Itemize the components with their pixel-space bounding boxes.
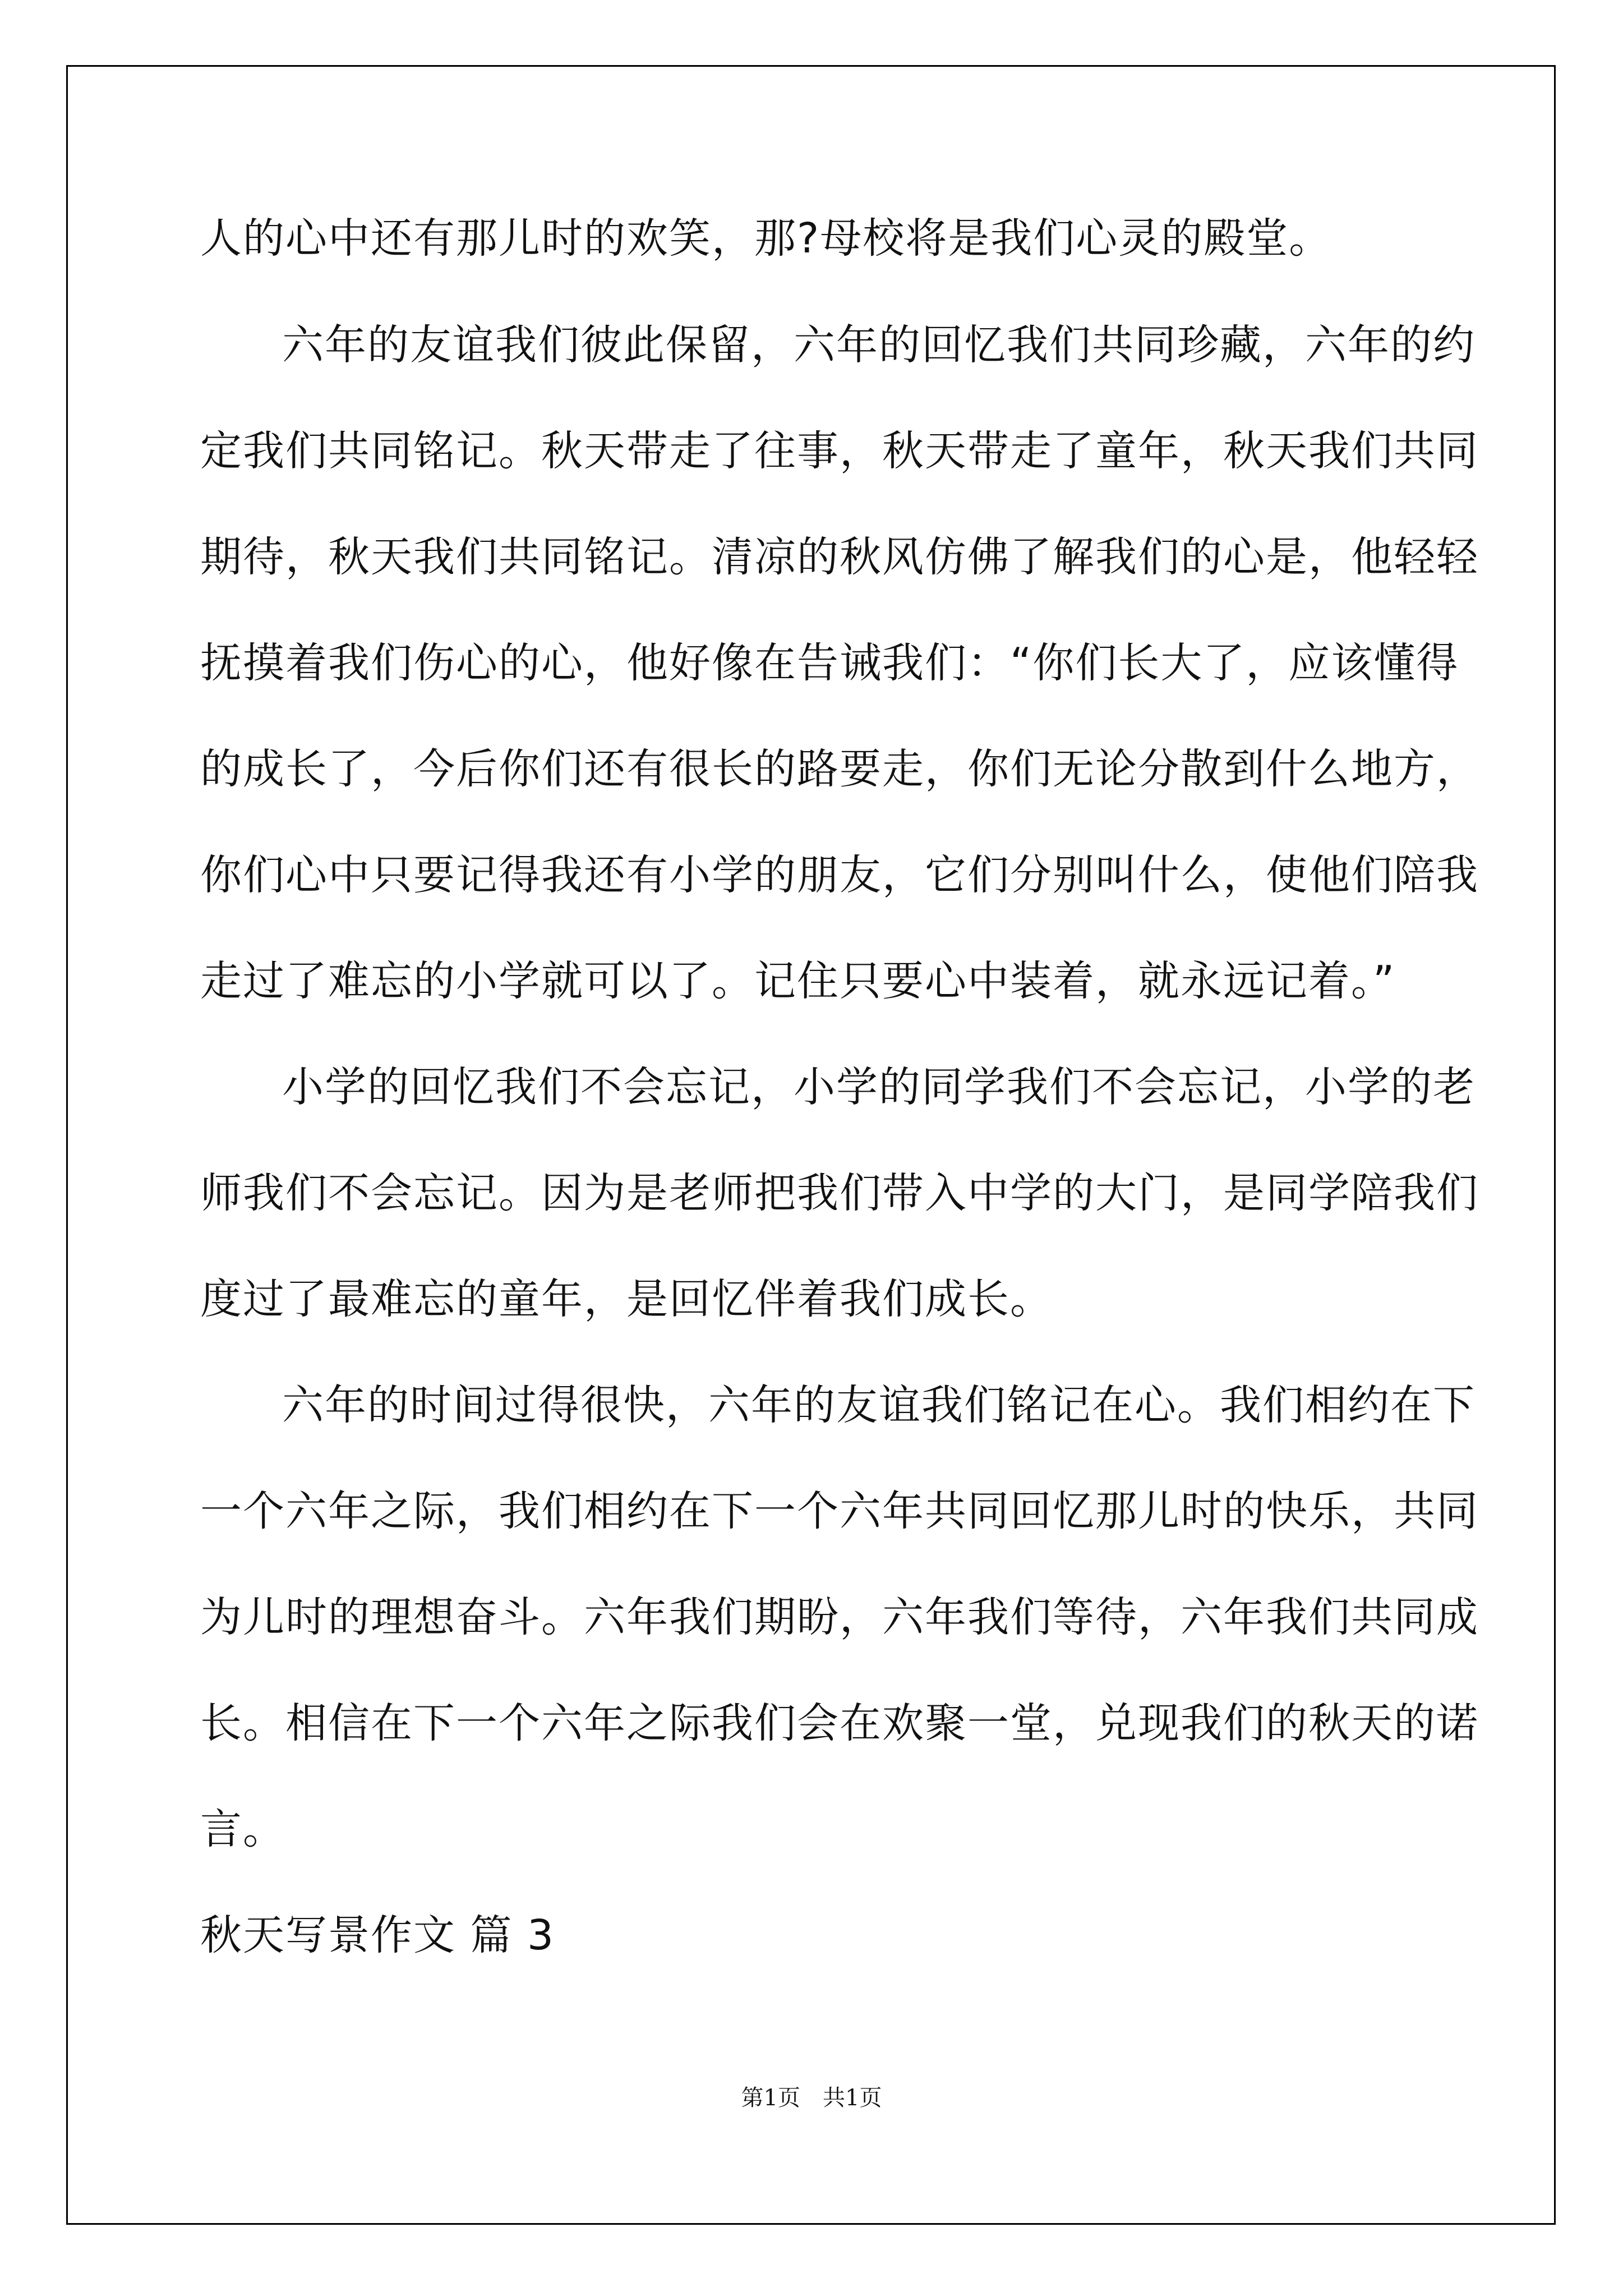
text-line: 人的心中还有那儿时的欢笑，那?母校将是我们心灵的殿堂。 <box>200 214 1332 263</box>
paragraph-start-line: 六年的友谊我们彼此保留，六年的回忆我们共同珍藏，六年的约 <box>282 321 1476 369</box>
section-heading: 秋天写景作文 篇 3 <box>200 1911 555 1959</box>
text-line: 长。相信在下一个六年之际我们会在欢聚一堂，兑现我们的秋天的诺 <box>200 1699 1479 1747</box>
text-line: 抚摸着我们伤心的心，他好像在告诫我们：“你们长大了，应该懂得 <box>200 639 1459 687</box>
paragraph-start-line: 六年的时间过得很快，六年的友谊我们铭记在心。我们相约在下 <box>282 1381 1476 1429</box>
text-line: 期待，秋天我们共同铭记。清凉的秋风仿佛了解我们的心是，他轻轻 <box>200 533 1479 581</box>
text-line: 你们心中只要记得我还有小学的朋友，它们分别叫什么，使他们陪我 <box>200 851 1479 899</box>
text-line: 言。 <box>200 1805 285 1853</box>
page-number-footer: 第1页 共1页 <box>741 2085 882 2111</box>
text-line: 定我们共同铭记。秋天带走了往事，秋天带走了童年，秋天我们共同 <box>200 427 1479 475</box>
text-line: 一个六年之际，我们相约在下一个六年共同回忆那儿时的快乐，共同 <box>200 1487 1479 1535</box>
page-frame <box>66 65 1556 2225</box>
paragraph-start-line: 小学的回忆我们不会忘记，小学的同学我们不会忘记，小学的老 <box>282 1063 1476 1111</box>
text-line: 的成长了，今后你们还有很长的路要走，你们无论分散到什么地方， <box>200 745 1479 793</box>
text-line: 走过了难忘的小学就可以了。记住只要心中装着，就永远记着。” <box>200 957 1396 1005</box>
text-line: 为儿时的理想奋斗。六年我们期盼，六年我们等待，六年我们共同成 <box>200 1593 1479 1641</box>
text-line: 度过了最难忘的童年，是回忆伴着我们成长。 <box>200 1275 1053 1323</box>
text-line: 师我们不会忘记。因为是老师把我们带入中学的大门，是同学陪我们 <box>200 1169 1479 1217</box>
